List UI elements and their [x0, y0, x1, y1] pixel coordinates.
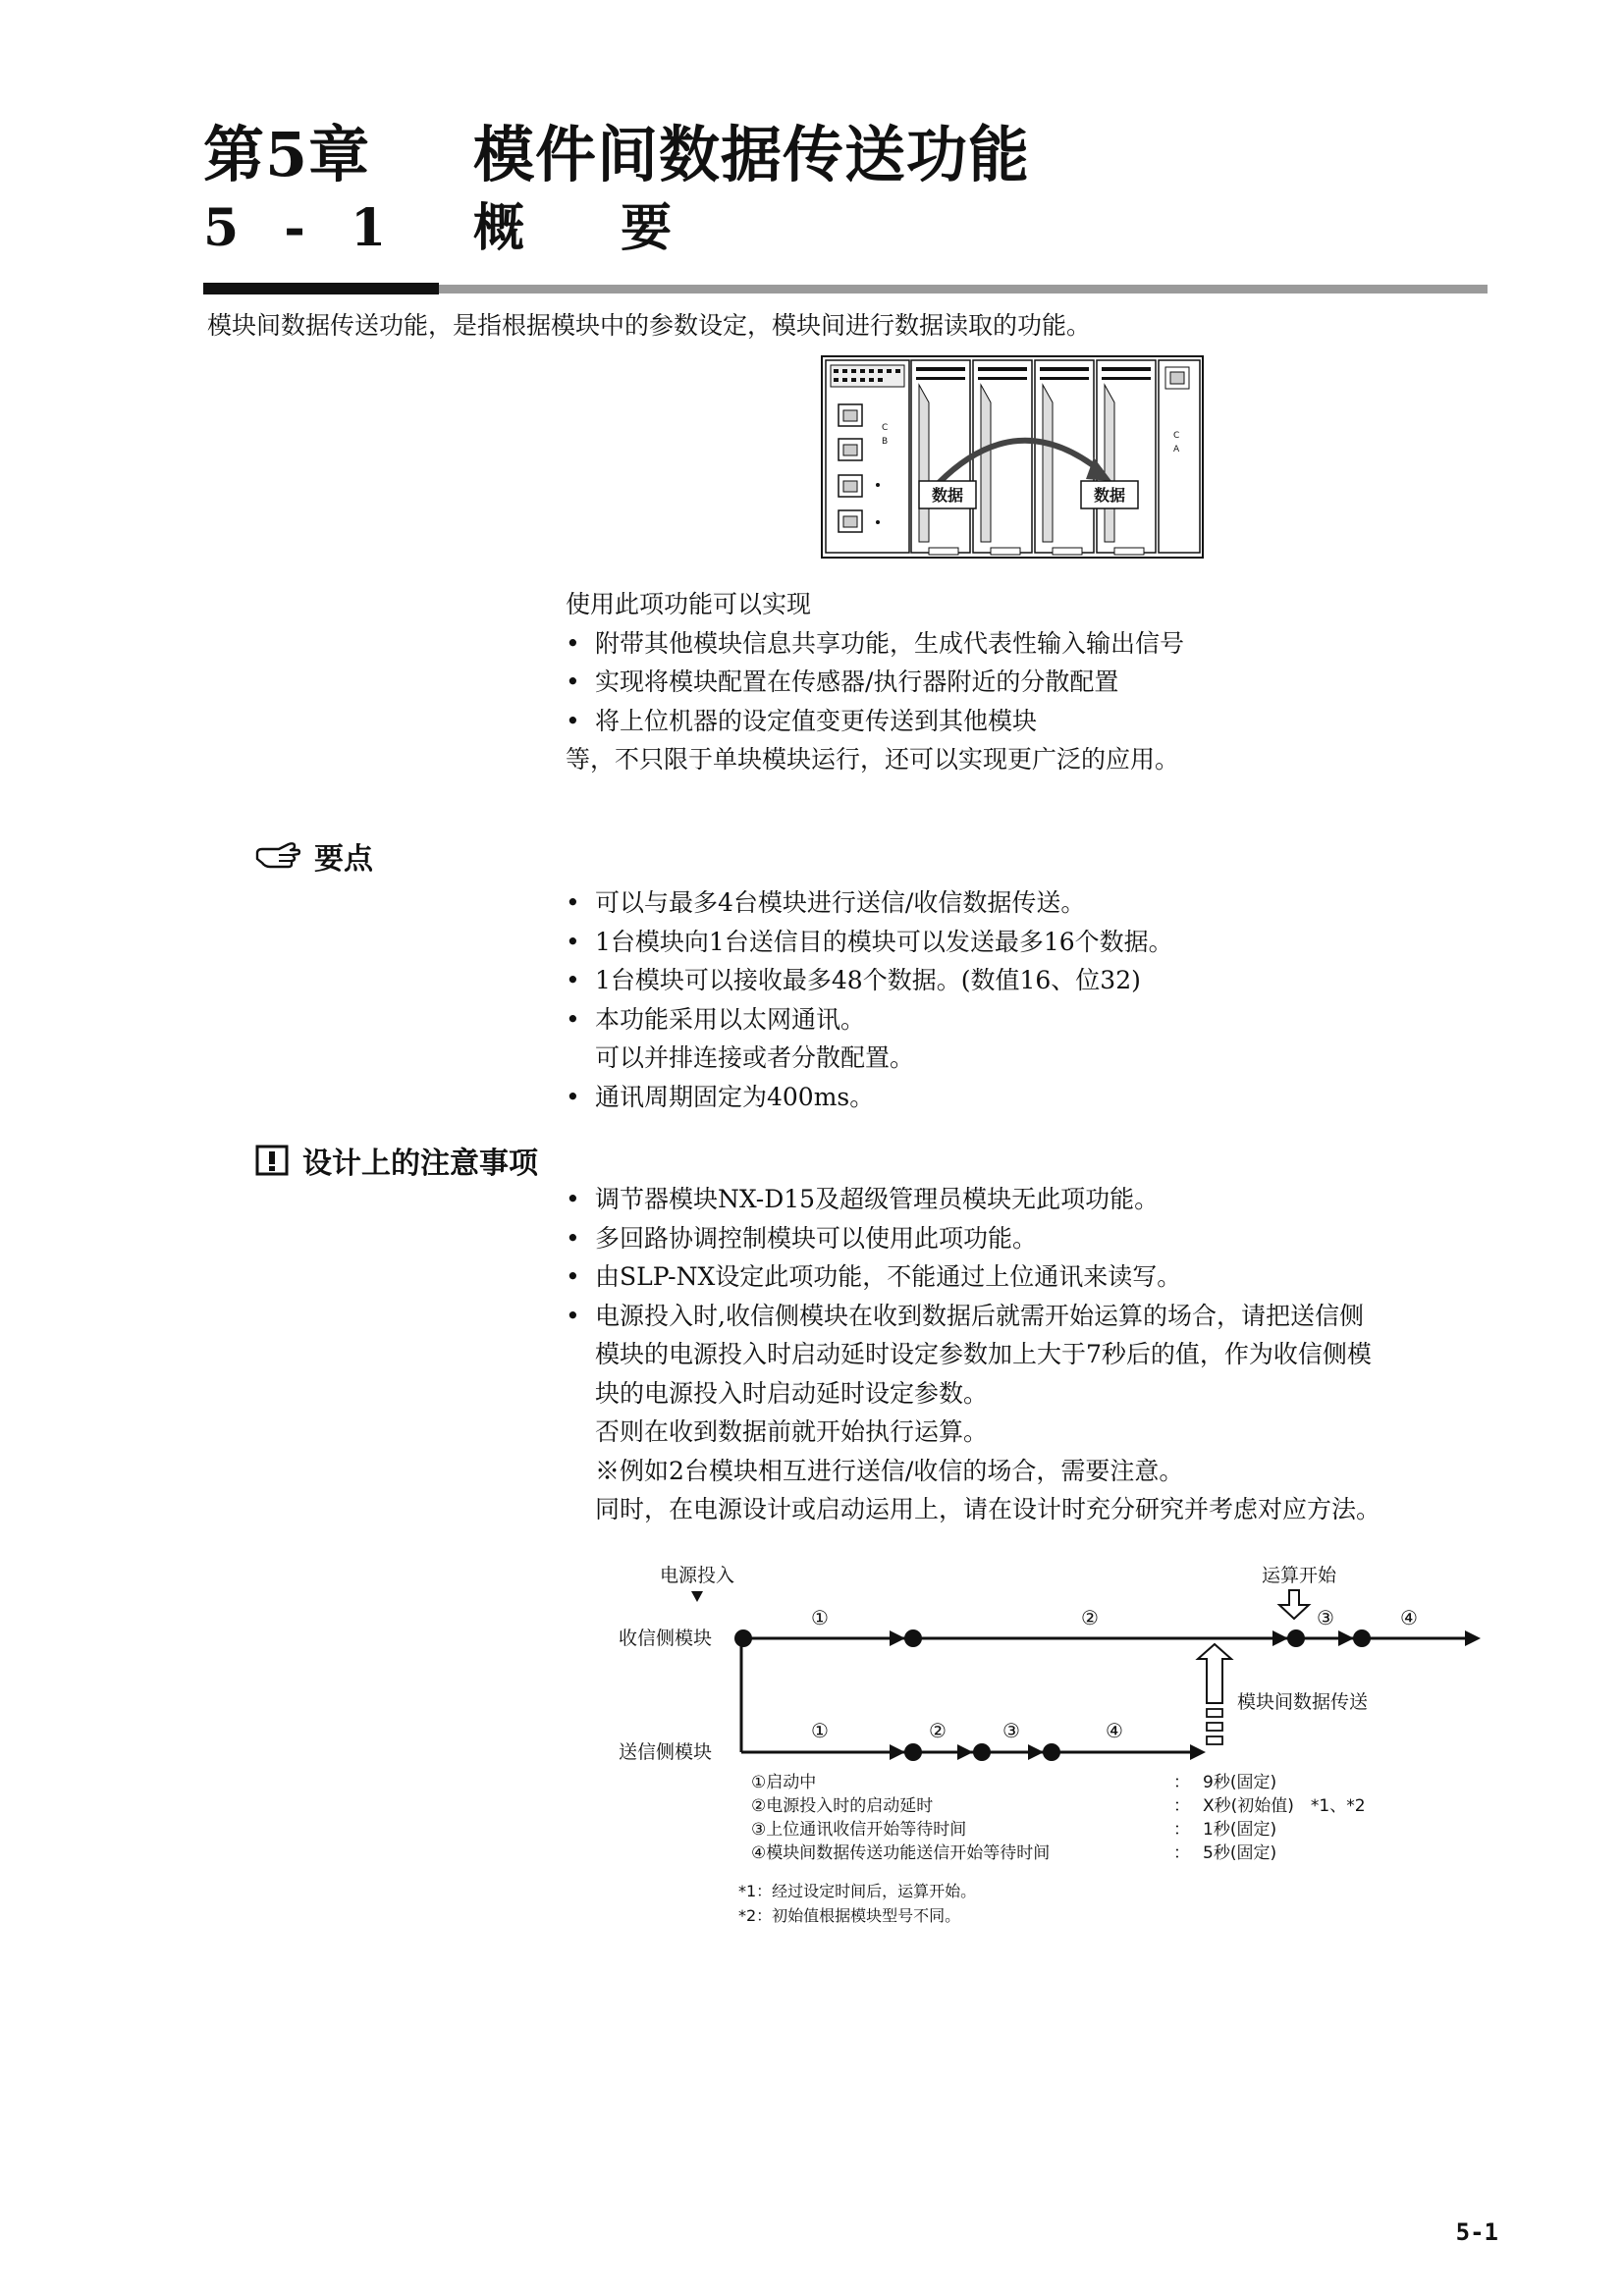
key-points-heading — [255, 834, 373, 878]
legend-colon: ： — [1173, 1773, 1190, 1792]
chapter-title — [203, 106, 1030, 193]
sender-label: 送信侧模块 — [619, 1741, 713, 1763]
key-point-item: • 可以与最多4台模块进行送信/收信数据传送。 — [566, 883, 1173, 923]
design-note-item: • 电源投入时,收信侧模块在收到数据后就需开始运算的场合，请把送信侧 — [566, 1297, 1380, 1336]
port-letter-a-right: A — [1173, 445, 1180, 454]
receiver-phase-3: ③ — [1317, 1606, 1334, 1629]
legend-value: X秒(初始值) *1、*2 — [1203, 1796, 1366, 1816]
exclamation-box-icon — [255, 1145, 289, 1176]
port-letter-c-left: C — [882, 423, 889, 433]
key-point-item: • 1台模块可以接收最多48个数据。(数值16、位32) — [566, 961, 1173, 1000]
legend-colon: ： — [1173, 1820, 1190, 1840]
design-note-continuation: 块的电源投入时启动延时设定参数。 — [595, 1378, 989, 1408]
design-note-continuation: ※例如2台模块相互进行送信/收信的场合，需要注意。 — [595, 1456, 1184, 1485]
diagram-note: *2：初始值根据模块型号不同。 — [738, 1906, 961, 1925]
legend-value: 1秒(固定) — [1203, 1820, 1277, 1840]
legend-label: ②电源投入时的启动延时 — [751, 1796, 934, 1816]
usage-lead: 使用此项功能可以实现 — [566, 590, 812, 618]
legend-label: ④模块间数据传送功能送信开始等待时间 — [751, 1843, 1051, 1863]
start-calc-arrow — [1279, 1590, 1309, 1619]
usage-item: • 实现将模块配置在传感器/执行器附近的分散配置 — [566, 663, 1184, 702]
base-module — [826, 360, 909, 553]
sender-phase-3: ③ — [1002, 1719, 1020, 1742]
receiver-phase-2: ② — [1081, 1606, 1099, 1629]
pointing-hand-icon — [255, 841, 300, 871]
chapter-number: 第5章 — [203, 119, 371, 190]
data-label-right: 数据 — [1093, 486, 1126, 505]
diagram-note: *1：经过设定时间后，运算开始。 — [738, 1882, 977, 1900]
key-point-continuation: 可以并排连接或者分散配置。 — [595, 1043, 915, 1072]
design-note-continuation: 模块的电源投入时启动延时设定参数加上大于7秒后的值，作为收信侧模 — [595, 1340, 1372, 1368]
key-point-item: • 本功能采用以太网通讯。 — [566, 1000, 1173, 1040]
legend-value: 5秒(固定) — [1203, 1843, 1277, 1863]
design-note-item: • 多回路协调控制模块可以使用此项功能。 — [566, 1219, 1380, 1258]
title-rule-dark — [203, 283, 439, 294]
data-transfer-arrow — [1198, 1644, 1231, 1703]
usage-trailing: 等，不只限于单块模块运行，还可以实现更广泛的应用。 — [566, 745, 1180, 774]
design-note-continuation: 否则在收到数据前就开始执行运算。 — [595, 1417, 989, 1446]
design-notes-list — [566, 1180, 1380, 1529]
port-letter-b-left: B — [882, 437, 889, 447]
receiver-label: 收信侧模块 — [619, 1628, 713, 1649]
section-number: 5 - 1 — [203, 198, 401, 258]
legend-value: 9秒(固定) — [1203, 1773, 1277, 1792]
intro-paragraph: 模块间数据传送功能，是指根据模块中的参数设定，模块间进行数据读取的功能。 — [207, 311, 1092, 340]
legend-colon: ： — [1173, 1796, 1190, 1816]
design-note-item: • 调节器模块NX-D15及超级管理员模块无此项功能。 — [566, 1180, 1380, 1219]
design-note-item: • 由SLP-NX设定此项功能，不能通过上位通讯来读写。 — [566, 1257, 1380, 1297]
receiver-node — [904, 1629, 922, 1647]
sender-phase-1: ① — [811, 1719, 829, 1742]
legend-label: ③上位通讯收信开始等待时间 — [751, 1820, 967, 1840]
timing-diagram — [589, 1556, 1492, 1944]
section-name: 概 要 — [473, 198, 712, 258]
sender-phase-2: ② — [929, 1719, 947, 1742]
usage-section — [566, 585, 1184, 779]
legend-colon: ： — [1173, 1843, 1190, 1863]
data-label-left: 数据 — [931, 486, 964, 505]
receiver-phase-4: ④ — [1400, 1606, 1418, 1629]
port-letter-c-right: C — [1173, 431, 1180, 441]
legend-label: ①启动中 — [751, 1773, 817, 1792]
chapter-name: 模件间数据传送功能 — [473, 119, 1031, 190]
design-note-continuation: 同时，在电源设计或启动运用上，请在设计时充分研究并考虑对应方法。 — [595, 1495, 1381, 1523]
power-on-label: 电源投入 — [659, 1565, 735, 1586]
key-points-list — [566, 883, 1173, 1116]
sender-node — [1043, 1743, 1060, 1761]
design-notes-title: 设计上的注意事项 — [302, 1147, 538, 1181]
transfer-label: 模块间数据传送 — [1237, 1691, 1369, 1713]
power-on-marker — [691, 1591, 703, 1602]
receiver-node — [1287, 1629, 1305, 1647]
section-title — [203, 187, 711, 260]
receiver-phase-1: ① — [811, 1606, 829, 1629]
sender-node — [904, 1743, 922, 1761]
sender-phase-4: ④ — [1106, 1719, 1123, 1742]
sender-node — [973, 1743, 991, 1761]
title-rule-gray — [439, 285, 1488, 294]
timing-legend — [738, 1773, 1366, 1925]
key-points-title: 要点 — [314, 842, 373, 877]
receiver-node — [734, 1629, 752, 1647]
key-point-item: • 1台模块向1台送信目的模块可以发送最多16个数据。 — [566, 923, 1173, 962]
start-calc-label: 运算开始 — [1261, 1565, 1337, 1586]
module-figure — [821, 355, 1204, 563]
receiver-node — [1353, 1629, 1371, 1647]
page-number: 5-1 — [1455, 2218, 1498, 2246]
usage-item: • 将上位机器的设定值变更传送到其他模块 — [566, 702, 1184, 741]
usage-item: • 附带其他模块信息共享功能，生成代表性输入输出信号 — [566, 624, 1184, 664]
key-point-item: • 通讯周期固定为400ms。 — [566, 1078, 1173, 1117]
design-notes-heading — [255, 1139, 538, 1182]
